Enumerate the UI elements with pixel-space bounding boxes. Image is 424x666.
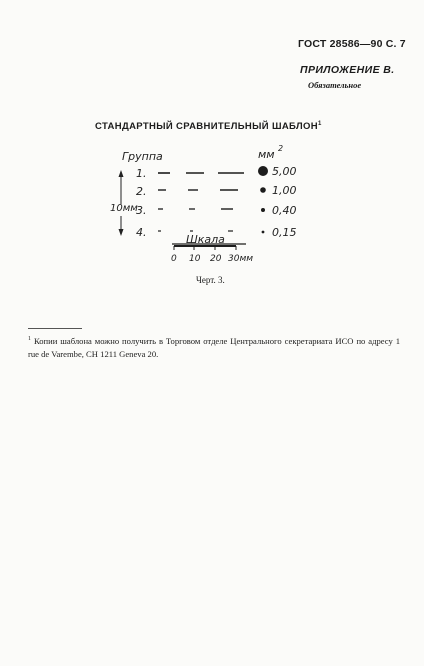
dot-group-1 [258, 166, 268, 176]
dot-group-4 [262, 231, 265, 234]
group-value: 1,00 [272, 184, 297, 197]
figure-caption: Черт. 3. [196, 275, 225, 285]
group-column-label: Группа [122, 150, 163, 163]
comparison-template-figure [100, 140, 330, 272]
group-value: 5,00 [272, 165, 297, 178]
scale-tick: 20 [210, 254, 222, 264]
dot-group-3 [261, 208, 265, 212]
footnote-text: Копии шаблона можно получить в Торговом отделе Центрального секретариата ИСО по адресу 1 rue de Varembe, CH 1211 Geneva 20. [28, 335, 400, 360]
scale-label: Шкала [186, 233, 225, 246]
appendix-title: ПРИЛОЖЕНИЕ В. [300, 64, 395, 76]
section-title [95, 121, 322, 132]
group-value: 0,40 [272, 204, 297, 217]
group-label: 4. [136, 226, 147, 239]
group-label: 1. [136, 167, 147, 180]
footnote-rule [28, 328, 82, 329]
dimension-label: 10мм [110, 203, 138, 214]
group-label: 3. [136, 204, 147, 217]
document-reference: ГОСТ 28586—90 С. 7 [298, 38, 406, 50]
scale-tick: 30мм [228, 254, 254, 264]
section-title-note-mark: 1 [317, 121, 322, 127]
section-title-text: СТАНДАРТНЫЙ СРАВНИТЕЛЬНЫЙ ШАБЛОН [95, 121, 318, 133]
footnote-mark: 1 [28, 336, 31, 342]
scale-tick: 0 [171, 254, 177, 264]
appendix-status: Обязательное [308, 80, 362, 90]
scale-tick: 10 [189, 254, 201, 264]
unit-power: 2 [278, 144, 284, 153]
footnote [28, 333, 400, 362]
dot-group-2 [260, 187, 266, 193]
group-label: 2. [136, 185, 147, 198]
scale-ruler [174, 246, 236, 250]
group-value: 0,15 [272, 226, 297, 239]
unit-label: мм [258, 148, 275, 161]
